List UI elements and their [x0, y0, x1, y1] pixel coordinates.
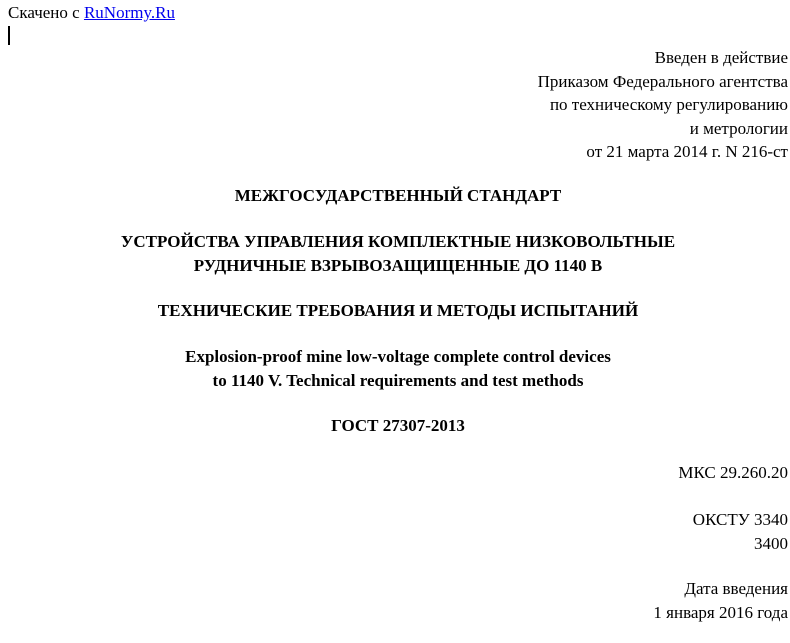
standard-subtitle: ТЕХНИЧЕСКИЕ ТРЕБОВАНИЯ И МЕТОДЫ ИСПЫТАНИЙ [157, 301, 639, 320]
english-title-line: Explosion-proof mine low-voltage complete control devices [185, 347, 611, 366]
gost-code: ГОСТ 27307-2013 [331, 416, 465, 435]
okstu-code [693, 508, 788, 555]
effective-date-label: Дата введения [684, 579, 788, 598]
effective-date-value: 1 января 2016 года [653, 602, 788, 622]
standard-name-heading [0, 230, 790, 277]
runormy-link[interactable]: RuNormy.Ru [83, 3, 175, 22]
effective-date-block [653, 577, 788, 624]
english-title [0, 345, 790, 392]
standard-name-line: УСТРОЙСТВА УПРАВЛЕНИЯ КОМПЛЕКТНЫЕ НИЗКОВОЛЬТНЫЕ [120, 232, 676, 251]
standard-name-line: РУДНИЧНЫЕ ВЗРЫВОЗАЩИЩЕННЫЕ ДО 1140 В [193, 255, 603, 275]
download-source-line [8, 3, 175, 23]
english-title-line: to 1140 V. Technical requirements and test methods [212, 370, 584, 390]
okstu-line: 3400 [754, 533, 788, 553]
enactment-line: по техническому регулированию [549, 95, 788, 114]
enactment-line: от 21 марта 2014 г. N 216-ст [586, 142, 788, 161]
enactment-line: Приказом Федерального агентства [537, 71, 788, 91]
download-prefix-text: Скачено с [8, 3, 84, 22]
enactment-line: Введен в действие [654, 48, 788, 67]
text-cursor [8, 26, 10, 45]
okstu-line: ОКСТУ 3340 [692, 510, 788, 529]
enactment-block [538, 46, 788, 164]
enactment-line: и метрологии [689, 118, 788, 138]
mks-code: МКС 29.260.20 [678, 463, 788, 482]
standard-type-heading: МЕЖГОСУДАРСТВЕННЫЙ СТАНДАРТ [234, 186, 562, 205]
